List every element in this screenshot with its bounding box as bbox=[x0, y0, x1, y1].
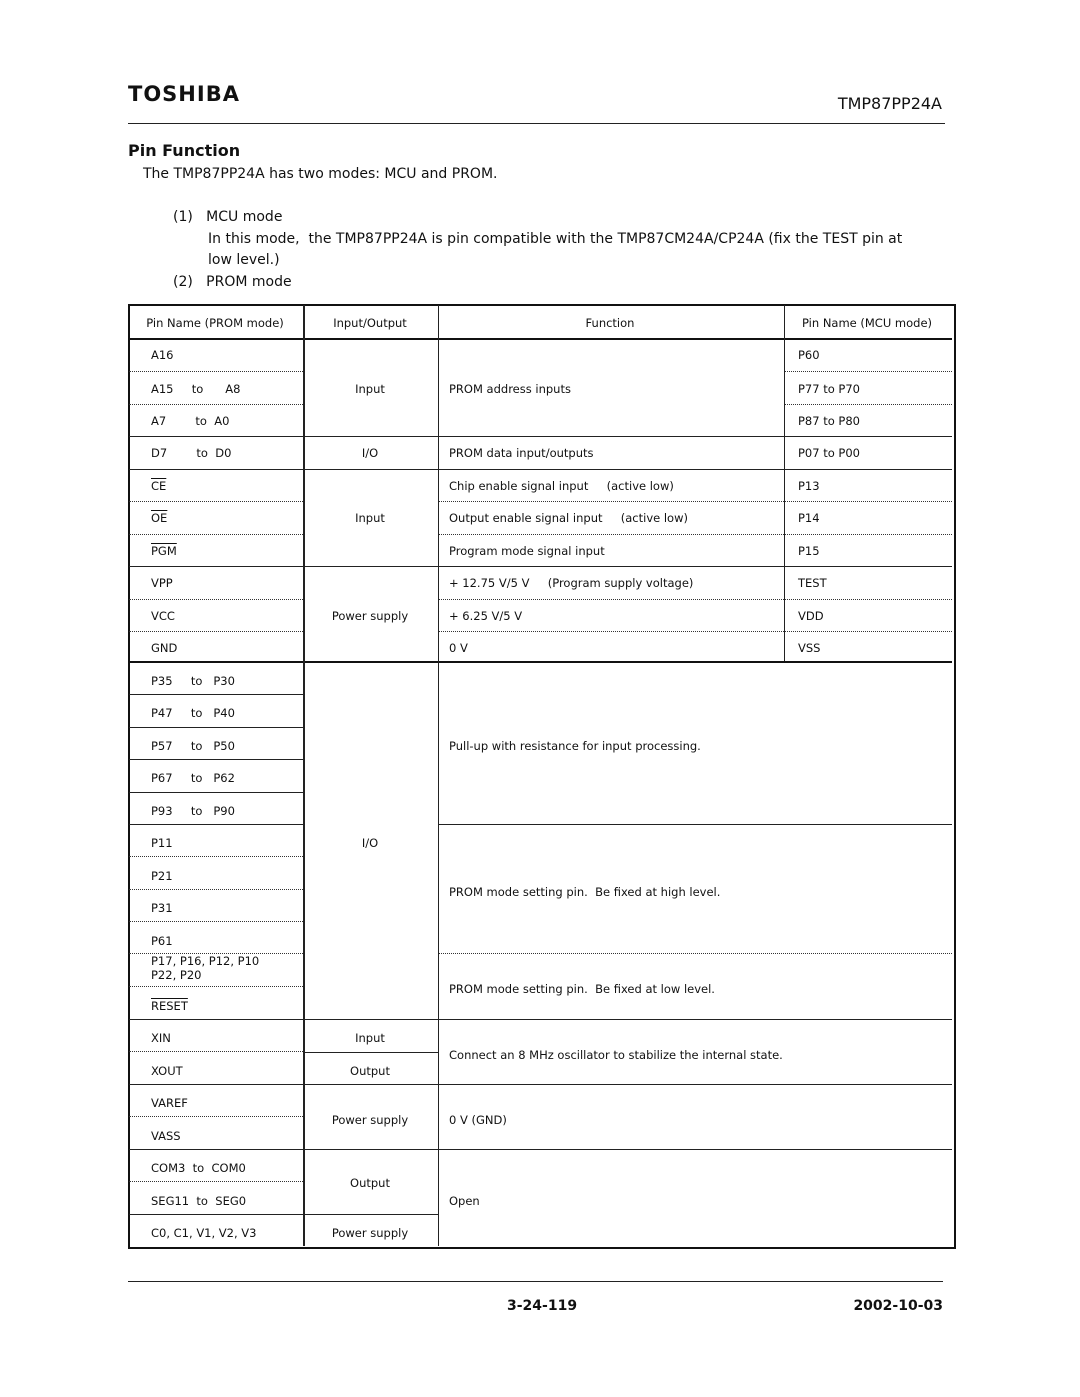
prom-pin-name: P93 to P90 bbox=[151, 804, 235, 818]
pin-function: PROM data input/outputs bbox=[449, 446, 594, 460]
table-rule bbox=[303, 1052, 438, 1053]
column-divider bbox=[784, 305, 785, 661]
prom-pin-name: VASS bbox=[151, 1129, 181, 1143]
mcu-pin-name: P07 to P00 bbox=[798, 446, 860, 460]
pin-function: PROM mode setting pin. Be fixed at low level. bbox=[449, 982, 715, 996]
prom-pin-name: $\overline{OE}$ bbox=[151, 511, 168, 525]
prom-pin-name: C0, C1, V1, V2, V3 bbox=[151, 1226, 257, 1240]
table-rule bbox=[784, 371, 952, 372]
prom-pin-name: VAREF bbox=[151, 1096, 188, 1110]
table-rule bbox=[129, 1084, 303, 1085]
table-rule bbox=[784, 404, 952, 405]
table-rule bbox=[129, 371, 303, 372]
table-rule bbox=[129, 824, 303, 825]
prom-pin-name: A7 to A0 bbox=[151, 414, 230, 428]
table-rule bbox=[129, 534, 303, 535]
table-rule bbox=[129, 338, 952, 340]
pin-function: + 6.25 V/5 V bbox=[449, 609, 523, 623]
toshiba-logo: TOSHIBA bbox=[128, 82, 240, 106]
mcu-pin-name: P77 to P70 bbox=[798, 382, 860, 396]
io-type: Input bbox=[355, 511, 385, 525]
mcu-pin-name: P13 bbox=[798, 479, 820, 493]
table-rule bbox=[438, 824, 952, 825]
table-header-cell: Pin Name (MCU mode) bbox=[801, 316, 933, 330]
prom-pin-name: D7 to D0 bbox=[151, 446, 232, 460]
table-rule bbox=[438, 631, 952, 632]
table-rule bbox=[129, 1214, 303, 1215]
pin-function: 0 V (GND) bbox=[449, 1113, 507, 1127]
prom-pin-name: XIN bbox=[151, 1031, 171, 1045]
io-type: Input bbox=[355, 382, 385, 396]
table-rule bbox=[438, 953, 952, 954]
table-rule bbox=[129, 631, 303, 632]
table-header-cell: Input/Output bbox=[333, 316, 407, 330]
prom-pin-name: VPP bbox=[151, 576, 173, 590]
io-type: Output bbox=[350, 1176, 390, 1190]
table-rule bbox=[129, 856, 303, 857]
pin-function: Connect an 8 MHz oscillator to stabilize the internal state. bbox=[449, 1048, 783, 1062]
section-title: Pin Function bbox=[128, 141, 241, 160]
footer-date: 2002-10-03 bbox=[853, 1298, 943, 1314]
table-rule bbox=[129, 1149, 303, 1150]
pin-function: Program mode signal input bbox=[449, 544, 605, 558]
table-header-cell: Function bbox=[585, 316, 635, 330]
table-rule bbox=[129, 889, 303, 890]
column-divider bbox=[303, 305, 305, 1246]
page-number: 3-24-119 bbox=[507, 1298, 578, 1314]
prom-pin-name: P21 bbox=[151, 869, 173, 883]
prom-pin-name: P31 bbox=[151, 901, 173, 915]
pin-function: PROM mode setting pin. Be fixed at high level. bbox=[449, 885, 721, 899]
mcu-pin-name: TEST bbox=[798, 576, 827, 590]
prom-pin-name: SEG11 to SEG0 bbox=[151, 1194, 247, 1208]
table-rule bbox=[438, 599, 952, 600]
prom-pin-name: P11 bbox=[151, 836, 173, 850]
table-rule bbox=[129, 1019, 303, 1020]
mcu-pin-name: VSS bbox=[798, 641, 821, 655]
table-rule bbox=[438, 534, 952, 535]
io-type: Power supply bbox=[331, 609, 409, 623]
table-rule bbox=[129, 436, 952, 437]
table-rule bbox=[129, 501, 303, 502]
header-rule bbox=[128, 123, 945, 124]
pin-function: Open bbox=[449, 1194, 480, 1208]
prom-pin-name: A16 bbox=[151, 348, 174, 362]
mode1-text-cont: low level.) bbox=[208, 252, 280, 268]
pin-function: 0 V bbox=[449, 641, 468, 655]
prom-pin-name: P47 to P40 bbox=[151, 706, 235, 720]
prom-pin-name: $\overline{PGM}$ bbox=[151, 544, 177, 558]
intro-text: The TMP87PP24A has two modes: MCU and PROM. bbox=[143, 166, 498, 182]
table-rule bbox=[129, 727, 303, 728]
io-type: I/O bbox=[361, 836, 379, 850]
mcu-pin-name: P14 bbox=[798, 511, 820, 525]
mcu-pin-name: P60 bbox=[798, 348, 820, 362]
pin-function: Output enable signal input (active low) bbox=[449, 511, 688, 525]
table-rule bbox=[129, 759, 303, 760]
mode1-text: In this mode, the TMP87PP24A is pin compatible with the TMP87CM24A/CP24A (fix the TEST pin at bbox=[208, 231, 903, 247]
table-rule bbox=[129, 599, 303, 600]
table-rule bbox=[129, 953, 303, 954]
prom-pin-name: P61 bbox=[151, 934, 173, 948]
table-rule bbox=[303, 1214, 438, 1215]
column-divider bbox=[438, 305, 439, 1246]
mode2-label: (2) PROM mode bbox=[173, 274, 292, 290]
table-rule bbox=[129, 661, 952, 663]
io-type: Input bbox=[355, 1031, 385, 1045]
pin-function: Chip enable signal input (active low) bbox=[449, 479, 674, 493]
prom-pin-name: A15 to A8 bbox=[151, 382, 241, 396]
prom-pin-name: XOUT bbox=[151, 1064, 183, 1078]
io-type: Output bbox=[350, 1064, 390, 1078]
prom-pin-name: GND bbox=[151, 641, 178, 655]
mode1-label: (1) MCU mode bbox=[173, 209, 283, 225]
io-type: I/O bbox=[361, 446, 379, 460]
table-rule bbox=[129, 1051, 303, 1052]
part-number: TMP87PP24A bbox=[837, 94, 942, 113]
table-rule bbox=[129, 921, 303, 922]
footer-rule bbox=[128, 1281, 943, 1282]
prom-pin-name: P35 to P30 bbox=[151, 674, 235, 688]
table-rule bbox=[129, 404, 303, 405]
table-rule bbox=[129, 1181, 303, 1182]
prom-pin-name: P17, P16, P12, P10 P22, P20 bbox=[151, 954, 260, 982]
table-rule bbox=[129, 792, 303, 793]
table-rule bbox=[303, 1084, 952, 1085]
table-rule bbox=[129, 1116, 303, 1117]
table-rule bbox=[129, 566, 952, 567]
pin-function: PROM address inputs bbox=[449, 382, 571, 396]
pin-function: Pull-up with resistance for input processing. bbox=[449, 739, 701, 753]
prom-pin-name: COM3 to COM0 bbox=[151, 1161, 246, 1175]
prom-pin-name: P67 to P62 bbox=[151, 771, 235, 785]
table-rule bbox=[129, 986, 303, 987]
table-rule bbox=[303, 1149, 952, 1150]
pin-function: + 12.75 V/5 V (Program supply voltage) bbox=[449, 576, 694, 590]
table-header-cell: Pin Name (PROM mode) bbox=[146, 316, 284, 330]
prom-pin-name: $\overline{CE}$ bbox=[151, 479, 167, 493]
mcu-pin-name: P87 to P80 bbox=[798, 414, 860, 428]
table-rule bbox=[129, 469, 952, 470]
mcu-pin-name: VDD bbox=[798, 609, 824, 623]
table-rule bbox=[129, 694, 303, 695]
prom-pin-name: VCC bbox=[151, 609, 175, 623]
io-type: Power supply bbox=[331, 1226, 409, 1240]
prom-pin-name: P57 to P50 bbox=[151, 739, 235, 753]
prom-pin-name: RESET bbox=[151, 999, 188, 1013]
table-rule bbox=[303, 1019, 952, 1020]
io-type: Power supply bbox=[331, 1113, 409, 1127]
mcu-pin-name: P15 bbox=[798, 544, 820, 558]
table-rule bbox=[438, 501, 952, 502]
